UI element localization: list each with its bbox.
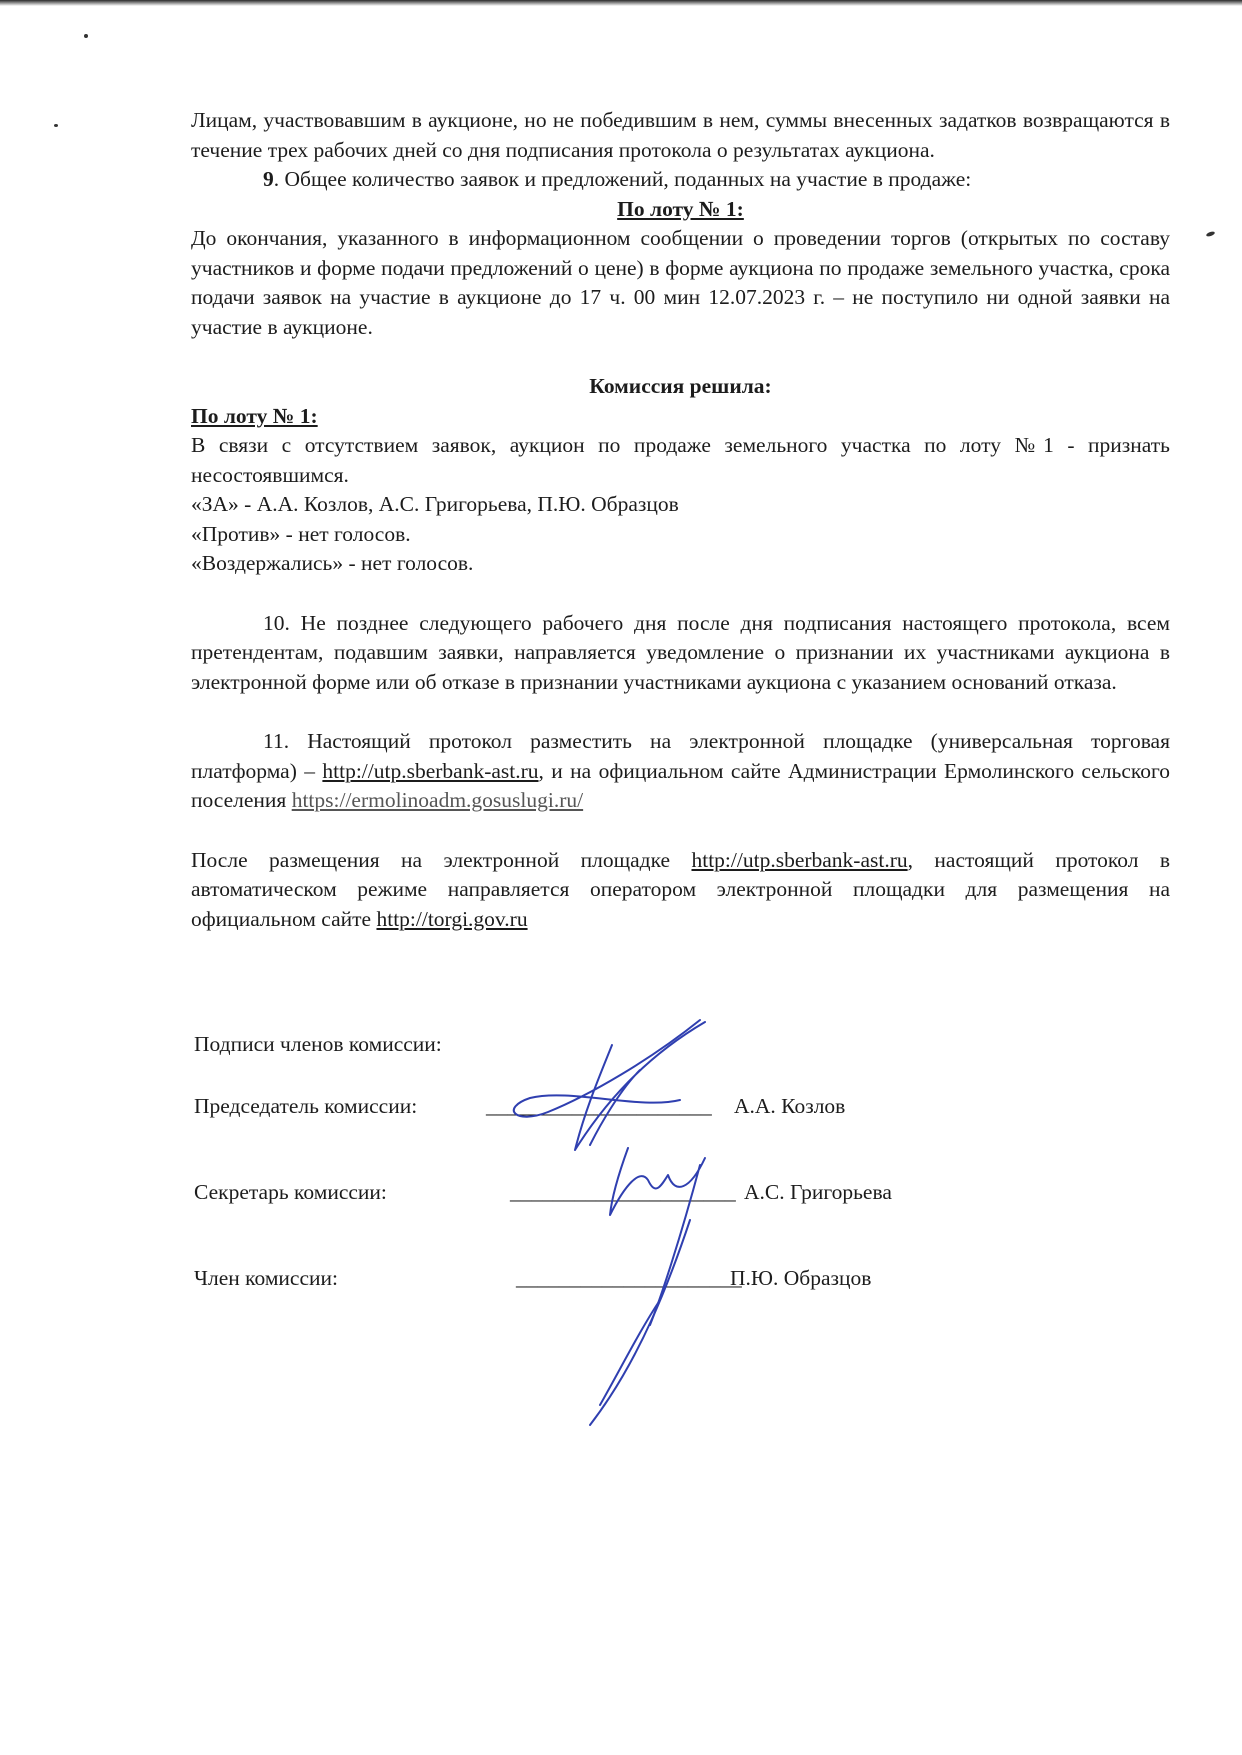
decision-text: В связи с отсутствием заявок, аукцион по продаже земельного участка по лоту №1 - признать несостоявшимся.	[191, 433, 1170, 487]
item-10: 10. Не позднее следующего рабочего дня после дня подписания настоящего протокола, всем претендентам, подавшим заявки, направляется уведомление о признании их участниками аукциона в электронной форме или об отказе в признании участниками аукциона с указанием оснований отказа.	[191, 610, 1170, 694]
signature-line: _____________________	[510, 1180, 736, 1204]
signature-name: А.С. Григорьева	[744, 1180, 892, 1204]
item-11-text-2: , и на официальном сайте Администрации Ермолинского сельского поселения	[191, 758, 1170, 812]
document-body	[191, 106, 1170, 934]
signature-line: _____________________	[486, 1094, 712, 1118]
signature-grigorieva	[610, 1148, 705, 1325]
item-9-body: До окончания, указанного в информационном сообщении о проведении торгов (открытых по составу участников и форме подачи предложений о цене) в форме аукциона по продаже земельного участка, срока подачи заявок на участие в аукционе до 17 ч. 00 мин 12.07.2023 г. – не поступило ни одной заявки на участие в аукционе.	[191, 226, 1170, 339]
vote-for: «ЗА» - А.А. Козлов, А.С. Григорьева, П.Ю. Образцов	[191, 492, 679, 516]
after-text-2: , настоящий протокол в автоматическом режиме направляется оператором электронной площадки для размещения на официальном сайте	[191, 847, 1170, 931]
scan-speck	[54, 124, 58, 127]
signature-kozlov	[514, 1020, 705, 1150]
scan-shadow-edge	[0, 0, 1242, 6]
torgi-link[interactable]: http://torgi.gov.ru	[376, 906, 528, 931]
decision-heading: Комиссия решила:	[589, 374, 772, 398]
vote-against: «Против» - нет голосов.	[191, 521, 411, 546]
signatures-heading: Подписи членов комиссии:	[194, 1032, 442, 1056]
item-9	[191, 165, 1170, 195]
item-9-number: 9	[263, 167, 274, 191]
item-9-text: . Общее количество заявок и предложений, поданных на участие в продаже:	[273, 167, 972, 191]
paragraph-refund: Лицам, участвовавшим в аукционе, но не победившим в нем, суммы внесенных задатков возвращаются в течение трех рабочих дней со дня подписания протокола о результатах аукциона.	[191, 108, 1170, 162]
vote-abstain: «Воздержались» - нет голосов.	[191, 551, 474, 575]
signature-role: Член комиссии:	[194, 1266, 339, 1290]
item-11-text: 11. Настоящий протокол разместить на электронной площадке (универсальная торговая платформа) –	[191, 729, 1170, 783]
scan-speck	[84, 34, 88, 38]
item-11	[191, 727, 1170, 816]
signature-role: Председатель комиссии:	[194, 1094, 418, 1118]
signature-role: Секретарь комиссии:	[194, 1180, 387, 1204]
after-posting-paragraph	[191, 846, 1170, 935]
after-text: После размещения на электронной площадке	[191, 847, 692, 872]
scan-speck	[1206, 231, 1216, 238]
lot-heading: По лоту № 1:	[617, 196, 744, 221]
sberbank-ast-link-2[interactable]: http://utp.sberbank-ast.ru	[691, 847, 908, 872]
ermolino-site-link[interactable]: https://ermolinoadm.gosuslugi.ru/	[291, 788, 584, 812]
signature-obraztsov	[590, 1220, 690, 1425]
sberbank-ast-link[interactable]: http://utp.sberbank-ast.ru	[322, 758, 539, 783]
signature-name: П.Ю. Образцов	[730, 1266, 872, 1290]
decision-lot-heading: По лоту № 1:	[191, 403, 318, 428]
signature-line: _____________________	[516, 1266, 742, 1290]
signature-name: А.А. Козлов	[734, 1094, 846, 1118]
